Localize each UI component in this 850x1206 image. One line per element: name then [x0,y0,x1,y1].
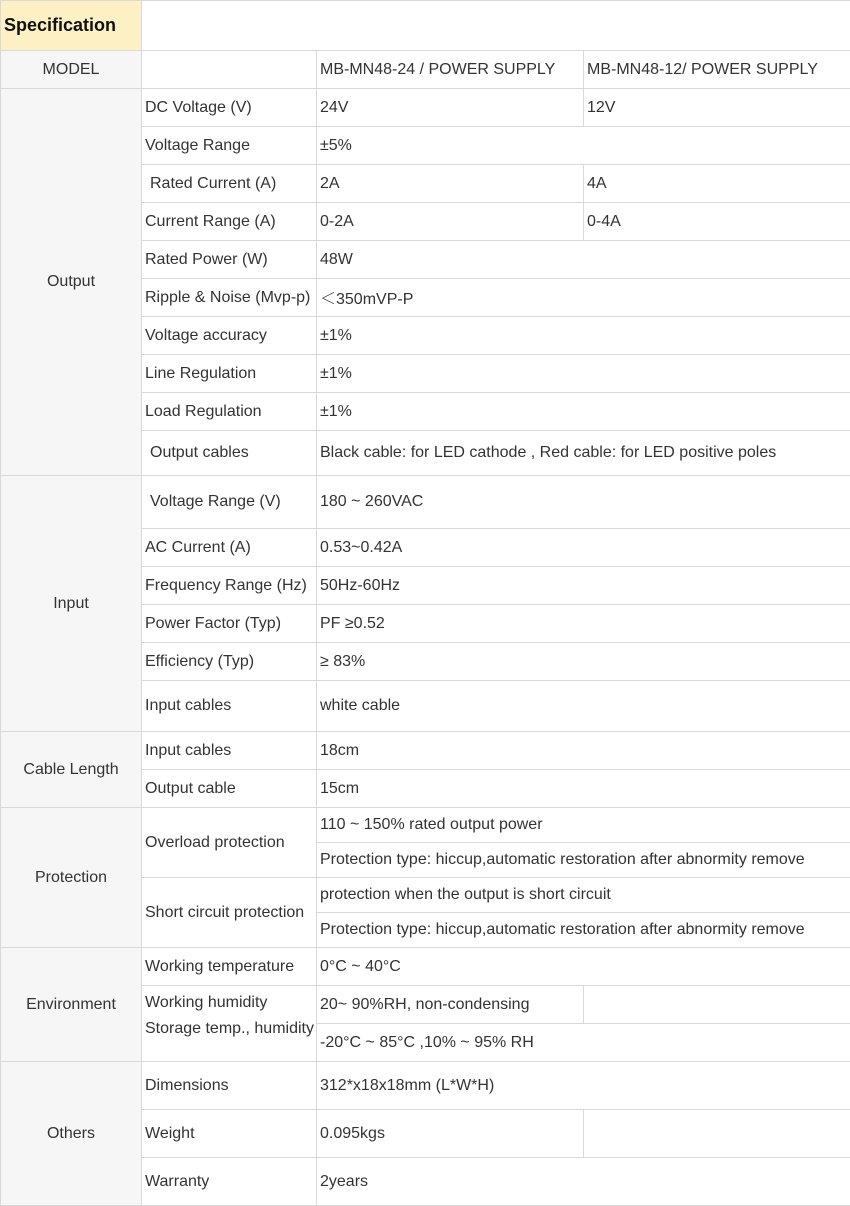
output-cables-label: Output cables [142,431,317,476]
efficiency-label: Efficiency (Typ) [142,643,317,681]
cable-length-category: Cable Length [1,732,142,808]
specification-title: Specification [1,1,142,51]
overload-line1: 110 ~ 150% rated output power [317,808,850,843]
cable-input-label: Input cables [142,732,317,770]
voltage-range-value: ±5% [317,127,850,165]
weight-value: 0.095kgs [317,1110,584,1158]
short-circuit-line1: protection when the output is short circuit [317,878,850,913]
input-cables-value: white cable [317,681,850,732]
dimensions-value: 312*x18x18mm (L*W*H) [317,1062,850,1110]
input-cables-label: Input cables [142,681,317,732]
protection-category: Protection [1,808,142,948]
weight-label: Weight [142,1110,317,1158]
dc-voltage-label: DC Voltage (V) [142,89,317,127]
power-factor-label: Power Factor (Typ) [142,605,317,643]
input-category: Input [1,476,142,732]
line-regulation-value: ±1% [317,355,850,393]
working-humidity-value: 20~ 90%RH, non-condensing [317,986,584,1024]
rated-current-12: 4A [584,165,850,203]
voltage-accuracy-value: ±1% [317,317,850,355]
dc-voltage-12: 12V [584,89,850,127]
current-range-12: 0-4A [584,203,850,241]
frequency-range-label: Frequency Range (Hz) [142,567,317,605]
working-humidity-blank [584,986,850,1024]
title-blank [142,1,850,51]
short-circuit-protection-label: Short circuit protection [142,878,317,948]
storage-value: -20°C ~ 85°C ,10% ~ 95% RH [317,1024,850,1062]
humidity-storage-label-cell [142,986,317,1062]
dc-voltage-24: 24V [317,89,584,127]
working-humidity-label: Working humidity [145,994,268,1011]
load-regulation-label: Load Regulation [142,393,317,431]
environment-category: Environment [1,948,142,1062]
frequency-range-value: 50Hz-60Hz [317,567,850,605]
ac-current-value: 0.53~0.42A [317,529,850,567]
input-voltage-range-label: Voltage Range (V) [142,476,317,529]
overload-protection-label: Overload protection [142,808,317,878]
ripple-noise-value: ＜350mVP-P [317,279,850,317]
storage-label: Storage temp., humidity [145,1020,314,1037]
weight-blank [584,1110,850,1158]
cable-input-value: 18cm [317,732,850,770]
cable-output-value: 15cm [317,770,850,808]
cable-output-label: Output cable [142,770,317,808]
warranty-label: Warranty [142,1158,317,1206]
efficiency-value: ≥ 83% [317,643,850,681]
line-regulation-label: Line Regulation [142,355,317,393]
current-range-label: Current Range (A) [142,203,317,241]
warranty-value: 2years [317,1158,850,1206]
short-circuit-line2: Protection type: hiccup,automatic restoration after abnormity remove [317,913,850,948]
model-col1: MB-MN48-24 / POWER SUPPLY [317,51,584,89]
rated-power-label: Rated Power (W) [142,241,317,279]
ac-current-label: AC Current (A) [142,529,317,567]
model-col2: MB-MN48-12/ POWER SUPPLY [584,51,850,89]
working-temperature-label: Working temperature [142,948,317,986]
working-temperature-value: 0°C ~ 40°C [317,948,850,986]
load-regulation-value: ±1% [317,393,850,431]
model-blank [142,51,317,89]
model-label: MODEL [1,51,142,89]
output-cables-value: Black cable: for LED cathode , Red cable: for LED positive poles [317,431,850,476]
voltage-accuracy-label: Voltage accuracy [142,317,317,355]
voltage-range-label: Voltage Range [142,127,317,165]
rated-power-value: 48W [317,241,850,279]
overload-line2: Protection type: hiccup,automatic restoration after abnormity remove [317,843,850,878]
rated-current-24: 2A [317,165,584,203]
input-voltage-range-value: 180 ~ 260VAC [317,476,850,529]
dimensions-label: Dimensions [142,1062,317,1110]
others-category: Others [1,1062,142,1206]
output-category: Output [1,89,142,476]
ripple-noise-label: Ripple & Noise (Mvp-p) [142,279,317,317]
rated-current-label: Rated Current (A) [142,165,317,203]
power-factor-value: PF ≥0.52 [317,605,850,643]
current-range-24: 0-2A [317,203,584,241]
